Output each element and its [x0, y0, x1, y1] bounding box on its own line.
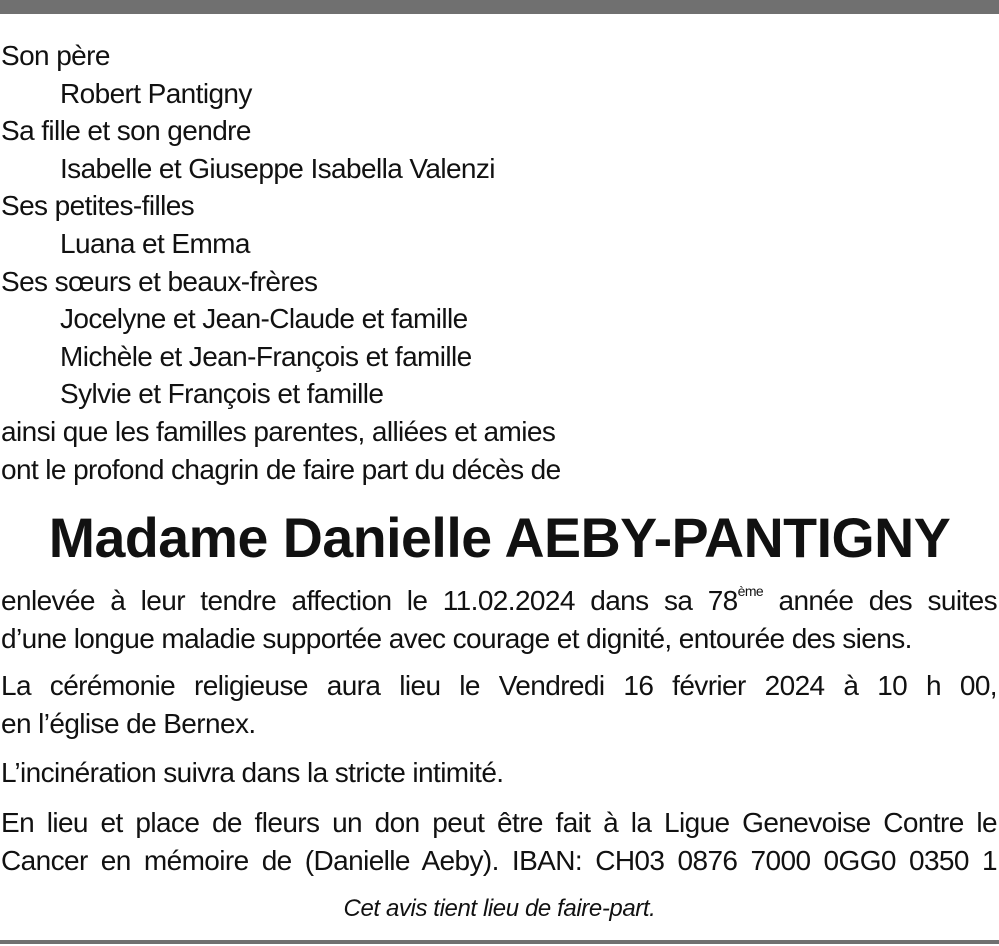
donation-line-2: Cancer en mémoire de (Danielle Aeby). IBAN: CH03 0876 7000 0GG0 0350 1	[1, 844, 997, 876]
father-name: Robert Pantigny	[60, 77, 252, 109]
announcement-line-2: d’une longue maladie supportée avec courage et dignité, entourée des siens.	[1, 622, 912, 654]
top-rule	[0, 0, 999, 14]
closing-relatives: ainsi que les familles parentes, alliées et amies	[1, 415, 556, 447]
donation-paragraph	[1, 804, 997, 879]
sibling-entry: Michèle et Jean-François et famille	[60, 340, 472, 372]
daughter-name: Isabelle et Giuseppe Isabella Valenzi	[60, 152, 495, 184]
donation-line-1: En lieu et place de fleurs un don peut être fait à la Ligue Genevoise Contre le	[1, 807, 997, 838]
announcement-text-a: enlevée à leur tendre affection le 11.02.2024 dans sa 78	[1, 585, 738, 616]
announcement-line-1	[1, 582, 997, 620]
announcement-text-b: année des suites	[763, 585, 998, 616]
ceremony-line-1: La cérémonie religieuse aura lieu le Vendredi 16 février 2024 à 10 h 00,	[1, 670, 997, 701]
cremation-paragraph	[1, 754, 997, 792]
ordinal-suffix: ème	[737, 583, 764, 599]
deceased-name: Madame Danielle AEBY-PANTIGNY	[48, 506, 951, 569]
bottom-rule	[0, 940, 999, 944]
siblings-label: Ses sœurs et beaux-frères	[1, 265, 318, 297]
footer-note: Cet avis tient lieu de faire-part.	[343, 895, 656, 922]
announcement-paragraph	[1, 582, 997, 657]
closing-announcement: ont le profond chagrin de faire part du décès de	[1, 453, 561, 485]
ceremony-line-2: en l’église de Bernex.	[1, 707, 256, 739]
family-list	[1, 37, 991, 488]
grandchildren-names: Luana et Emma	[60, 227, 250, 259]
sibling-entry: Jocelyne et Jean-Claude et famille	[60, 303, 468, 335]
grandchildren-label: Ses petites-filles	[1, 190, 195, 222]
father-label: Son père	[1, 40, 110, 71]
sibling-entry: Sylvie et François et famille	[60, 378, 384, 410]
ceremony-paragraph	[1, 667, 997, 742]
daughter-label: Sa fille et son gendre	[1, 115, 251, 147]
cremation-line: L’incinération suivra dans la stricte intimité.	[1, 757, 504, 788]
